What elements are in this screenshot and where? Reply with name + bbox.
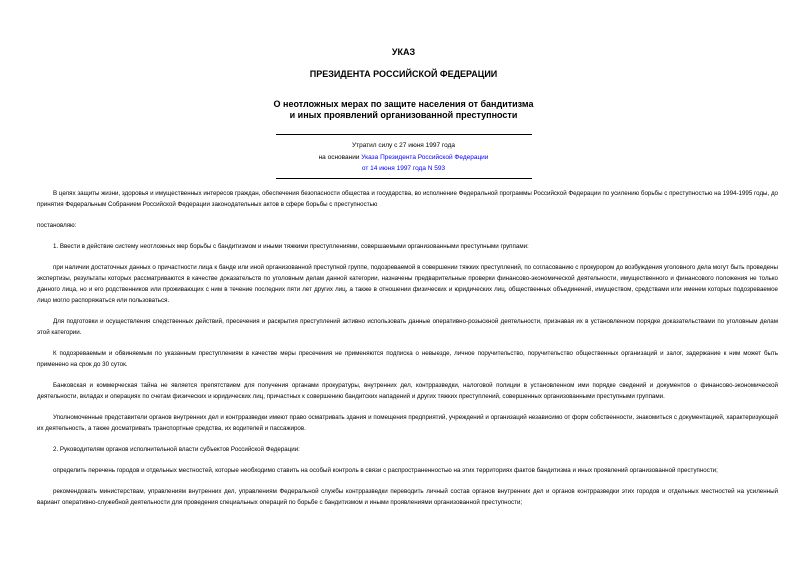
preamble-paragraph: В целях защиты жизни, здоровья и имущественных интересов граждан, обеспечения безопасности общества и государства, во исполнение Федеральной программы Российской Федерации по усилению борьбы с преступностью на 1994-1995 годы, до принятия Федеральным Собранием Российской Федерации законодательных актов в сфере борьбы с преступностью (37, 190, 778, 208)
document-subject (0, 99, 807, 121)
clause-1-paragraph-bank-secrecy: Банковская и коммерческая тайна не является препятствием для получения органами прокуратуры, внутренних дел, контрразведки, налоговой полиции в установленном ими порядке сведений и документов о финансово-экономической деятельности, вкладах и операциях по счетам физических и юридических лиц, причастных к совершению бандитских нападений и других тяжких преступлений, совершенных организованными преступными группами. (37, 382, 778, 400)
status-line-1: Утратил силу с 27 июня 1997 года (351, 142, 456, 149)
divider-bottom (276, 178, 532, 179)
status-line-2 (0, 152, 807, 164)
status-note (0, 140, 807, 175)
status-prefix: на основании (318, 153, 362, 161)
clause-1-paragraph-preventive-measures: К подозреваемым и обвиняемым по указанным преступлениям в качестве меры пресечения не применяются подписка о невыезде, личное поручительство, поручительство общественных организаций и залог, задержание к ним может быть применено на срок до 30 суток. (37, 350, 778, 368)
clause-1-paragraph-operative-data: Для подготовки и осуществления следственных действий, пресечения и раскрытия преступлений активно использовать данные оперативно-розыскной деятельности, признавая их в установленном порядке доказательствами по уголовным делам этой категории. (37, 318, 778, 336)
clause-2: 2. Руководителям органов исполнительной власти субъектов Российской Федерации: (53, 446, 300, 453)
repealing-decree-date-link[interactable]: от 14 июня 1997 года N 593 (361, 165, 446, 172)
document-type-title: УКАЗ (391, 47, 416, 57)
clause-2-paragraph-reinforced-mode: рекомендовать министерствам, управлениям внутренних дел, управлениям Федеральной службы контрразведки переводить личный состав органов внутренних дел и органов контрразведки этих городов и отдельных местностей на усиленный вариант оперативно-служебной деятельности для проведения специальных операций по борьбе с бандитизмом и иными проявлениями организованной преступности; (37, 488, 778, 506)
status-line-3 (0, 163, 807, 175)
issuer-title: ПРЕЗИДЕНТА РОССИЙСКОЙ ФЕДЕРАЦИИ (309, 69, 498, 79)
document-body (37, 188, 778, 508)
subject-line-1: О неотложных мерах по защите населения от бандитизма (273, 99, 534, 109)
divider-top (276, 134, 532, 135)
clause-1: 1. Ввести в действие систему неотложных мер борьбы с бандитизмом и иными тяжкими преступлениями, совершаемыми организованными преступными группами: (53, 243, 529, 250)
clause-1-paragraph-expertise: при наличии достаточных данных о причастности лица к банде или иной организованной преступной группе, подозреваемой в совершении тяжких преступлений, по согласованию с прокурором до возбуждения уголовного дела могут быть проведены экспертизы, результаты которых рассматриваются в качестве доказательств по уголовным делам данной категории, назначены предварительные проверки финансово-экономической деятельности, имущественного и финансового положения не только данного лица, но и его родственников или проживающих с ним в течение последних пяти лет других лиц, а также в отношении физических и юридических лиц, общественных объединений, имуществом, средствами или именем которых подозреваемое лицо могло распоряжаться или пользоваться. (37, 264, 778, 304)
repealing-decree-link[interactable]: Указа Президента Российской Федерации (361, 153, 489, 161)
clause-2-paragraph-city-list: определить перечень городов и отдельных местностей, которые необходимо ставить на особый контроль в связи с распространенностью на этих территориях фактов бандитизма и иных проявлений организованной преступности; (53, 467, 718, 474)
resolution-word: постановляю: (37, 222, 77, 229)
clause-1-paragraph-inspection-rights: Уполномоченные представители органов внутренних дел и контрразведки имеют право осматривать здания и помещения предприятий, учреждений и организаций независимо от форм собственности, знакомиться с документацией, характеризующей их деятельность, а также досматривать транспортные средства, их водителей и пассажиров. (37, 414, 778, 432)
subject-line-2: и иных проявлений организованной преступности (289, 110, 518, 120)
